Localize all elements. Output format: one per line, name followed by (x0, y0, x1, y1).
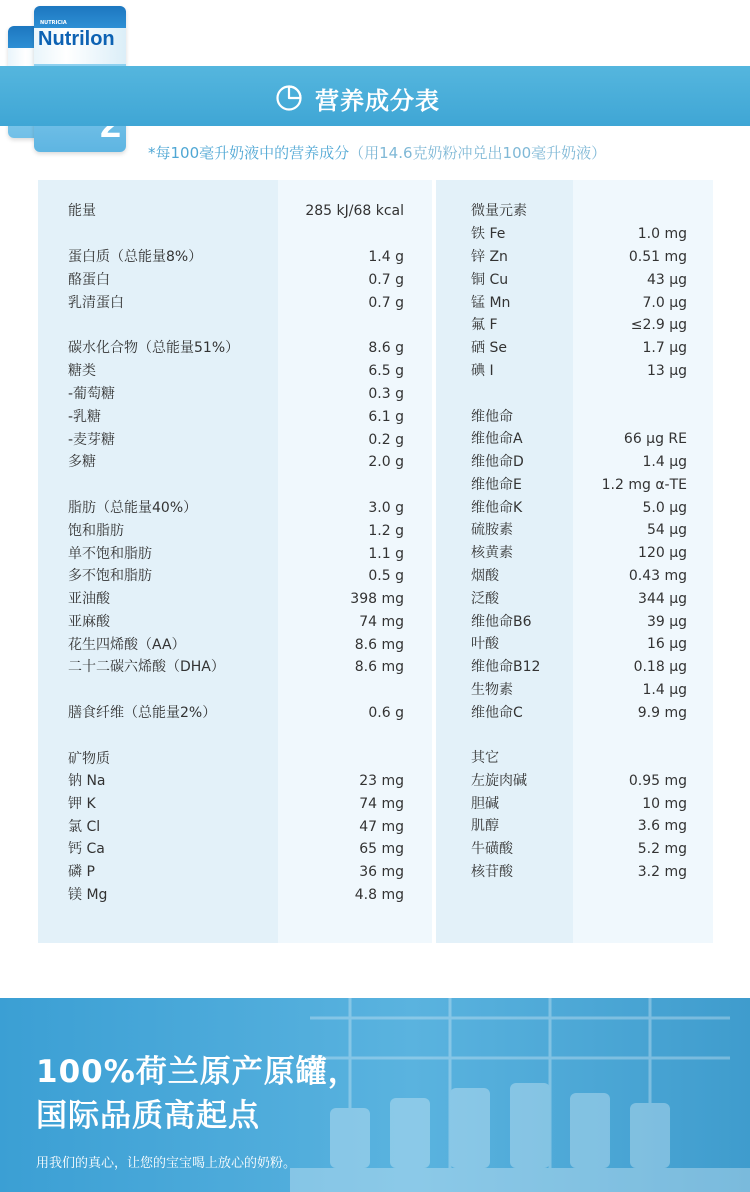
nutrient-label: 维他命E (471, 477, 522, 493)
nutrient-label: 铜 Cu (471, 272, 509, 288)
nutrient-label: 维他命C (471, 705, 523, 721)
nutrient-label: 蛋白质（总能量8%） (68, 249, 203, 265)
brand-logo: Nutrilon (38, 28, 115, 50)
nutrient-value: 8.6 g (368, 340, 404, 356)
nutrition-table-right (436, 180, 713, 943)
nutrient-row (38, 634, 432, 656)
nutrient-label: -麦芽糖 (68, 432, 116, 448)
nutrient-label: 亚麻酸 (68, 614, 110, 630)
nutrient-label: 硒 Se (471, 340, 507, 356)
nutrient-value: 74 mg (359, 614, 404, 630)
nutrient-row (436, 360, 713, 382)
nutrient-row (436, 611, 713, 633)
nutrient-label: 多糖 (68, 454, 96, 470)
nutrient-label: 钠 Na (68, 773, 106, 789)
nutrient-value: 1.4 g (368, 249, 404, 265)
nutrient-row (38, 656, 432, 678)
nutrient-value: 0.7 g (368, 272, 404, 288)
nutrient-label: 肌醇 (471, 818, 499, 834)
nutrient-row (436, 542, 713, 564)
nutrient-label: 牛磺酸 (471, 841, 513, 857)
nutrient-row (38, 429, 432, 451)
nutrient-row (436, 565, 713, 587)
nutrient-label: 二十二碳六烯酸（DHA） (68, 659, 225, 675)
nutrient-value: 7.0 μg (642, 295, 687, 311)
nutrient-row (436, 519, 713, 541)
nutrient-value: 0.43 mg (628, 568, 687, 584)
nutrient-label: 碳水化合物（总能量51%） (68, 340, 240, 356)
nutrient-label: 生物素 (471, 682, 513, 698)
nutrient-row (38, 520, 432, 542)
nutrient-value: 0.7 g (368, 295, 404, 311)
nutrient-value: 5.0 μg (642, 500, 687, 516)
nutrient-row (436, 747, 713, 769)
nutrient-row (436, 838, 713, 860)
nutrient-label: 糖类 (68, 363, 96, 379)
nutrient-label: 锰 Mn (471, 295, 511, 311)
nutrient-label: 维他命B12 (471, 659, 541, 675)
nutrient-label: 维他命B6 (471, 614, 532, 630)
nutrient-value: 74 mg (359, 796, 404, 812)
nutrient-value: 1.0 mg (637, 226, 687, 242)
nutrient-label: 钾 K (68, 796, 96, 812)
nutrient-value: 285 kJ/68 kcal (305, 203, 404, 219)
nutrient-row (38, 246, 432, 268)
nutrient-label: 氯 Cl (68, 819, 101, 835)
nutrient-value: 1.4 μg (642, 682, 687, 698)
banner-headline-1: 100%荷兰原产原罐， (36, 1054, 360, 1090)
nutrient-value: 10 mg (642, 796, 687, 812)
nutrient-value: 1.2 g (368, 523, 404, 539)
nutrient-row (436, 474, 713, 496)
nutrient-value: 16 μg (646, 636, 687, 652)
nutrient-row (38, 451, 432, 473)
nutrient-value: 54 μg (646, 522, 687, 538)
nutrient-row (436, 815, 713, 837)
nutrient-label: 硫胺素 (471, 522, 513, 538)
nutrient-value: 0.51 mg (628, 249, 687, 265)
nutrient-row (38, 360, 432, 382)
nutrient-row (436, 656, 713, 678)
nutrient-value: 66 μg RE (623, 431, 687, 447)
nutrient-value: 47 mg (359, 819, 404, 835)
nutrient-label: 酪蛋白 (68, 272, 110, 288)
nutrient-row (436, 406, 713, 428)
nutrition-table-left (38, 180, 432, 943)
nutrient-value: 0.6 g (368, 705, 404, 721)
nutrient-value: ≤2.9 μg (630, 317, 687, 333)
nutrient-row (38, 383, 432, 405)
nutrient-row (38, 292, 432, 314)
nutrient-label: 铁 Fe (471, 226, 506, 242)
nutrient-label: -葡萄糖 (68, 386, 116, 402)
nutrient-value: 5.2 mg (637, 841, 687, 857)
nutrient-value: 120 μg (638, 545, 687, 561)
nutrient-row (436, 793, 713, 815)
nutrient-value: 3.6 mg (637, 818, 687, 834)
nutrient-row (436, 314, 713, 336)
nutrient-value: 23 mg (359, 773, 404, 789)
nutrient-row (436, 451, 713, 473)
nutrient-value: 6.5 g (368, 363, 404, 379)
nutrient-row (436, 223, 713, 245)
nutrient-row (38, 565, 432, 587)
nutrient-value: 3.0 g (368, 500, 404, 516)
nutrient-row (436, 679, 713, 701)
nutrient-row (436, 770, 713, 792)
nutrient-value: 2.0 g (368, 454, 404, 470)
nutrient-row (436, 861, 713, 883)
nutrient-label: 多不饱和脂肪 (68, 568, 152, 584)
nutrient-row (436, 292, 713, 314)
nutrient-row (436, 269, 713, 291)
section-title (275, 82, 440, 114)
nutrient-label: 亚油酸 (68, 591, 110, 607)
nutrient-label: 镁 Mg (68, 887, 108, 903)
nutrient-row (38, 497, 432, 519)
nutrient-row (38, 861, 432, 883)
nutrient-value: 3.2 mg (637, 864, 687, 880)
nutrient-label: 碘 I (471, 363, 494, 379)
nutrient-value: 1.7 μg (642, 340, 687, 356)
banner-headline-2: 国际品质高起点 (36, 1098, 260, 1134)
nutrient-label: 磷 P (68, 864, 95, 880)
nutrient-row (436, 702, 713, 724)
nutrient-value: 0.3 g (368, 386, 404, 402)
nutrient-row (38, 884, 432, 906)
nutrient-value: 43 μg (646, 272, 687, 288)
nutrient-row (436, 633, 713, 655)
nutrient-label: 左旋肉碱 (471, 773, 527, 789)
nutrient-label: 胆碱 (471, 796, 499, 812)
nutrient-value: 8.6 mg (354, 659, 404, 675)
nutrient-label: 维他命 (471, 409, 513, 425)
nutrient-label: -乳糖 (68, 409, 102, 425)
nutrient-label: 叶酸 (471, 636, 499, 652)
nutrient-row (38, 816, 432, 838)
table-subtitle (148, 142, 606, 163)
nutrient-label: 能量 (68, 203, 96, 219)
nutrient-value: 344 μg (638, 591, 687, 607)
nutrient-value: 13 μg (646, 363, 687, 379)
nutrient-label: 泛酸 (471, 591, 499, 607)
nutrient-value: 4.8 mg (354, 887, 404, 903)
nutrient-label: 钙 Ca (68, 841, 105, 857)
nutrient-label: 矿物质 (68, 751, 110, 767)
nutrient-label: 饱和脂肪 (68, 523, 124, 539)
factory-background-image (290, 998, 750, 1192)
nutrient-row (38, 588, 432, 610)
nutrient-value: 0.95 mg (628, 773, 687, 789)
nutrient-row (38, 702, 432, 724)
nutrient-row (38, 543, 432, 565)
nutrient-value: 1.1 g (368, 546, 404, 562)
nutrient-row (436, 337, 713, 359)
nutrient-row (38, 838, 432, 860)
nutrient-label: 核苷酸 (471, 864, 513, 880)
nutrient-value: 6.1 g (368, 409, 404, 425)
nutrient-row (38, 200, 432, 222)
nutrient-label: 花生四烯酸（AA） (68, 637, 186, 653)
nutrient-value: 36 mg (359, 864, 404, 880)
subtitle-note: （用14.6克奶粉冲兑出100毫升奶液） (349, 144, 607, 162)
nutrient-label: 乳清蛋白 (68, 295, 124, 311)
nutrient-row (436, 497, 713, 519)
banner-tagline: 用我们的真心，让您的宝宝喝上放心的奶粉。 (36, 1156, 297, 1171)
nutrient-label: 维他命K (471, 500, 523, 516)
nutrient-label: 微量元素 (471, 203, 527, 219)
nutrient-row (436, 200, 713, 222)
nutrient-row (436, 428, 713, 450)
nutrient-value: 1.2 mg α-TE (601, 477, 687, 493)
nutrient-value: 8.6 mg (354, 637, 404, 653)
nutrient-row (38, 611, 432, 633)
nutrient-value: 1.4 μg (642, 454, 687, 470)
nutrient-label: 氟 F (471, 317, 498, 333)
nutrient-value: 0.2 g (368, 432, 404, 448)
nutrient-value: 65 mg (359, 841, 404, 857)
nutrient-value: 39 μg (646, 614, 687, 630)
pie-chart-icon (275, 84, 303, 112)
nutrient-label: 核黄素 (471, 545, 513, 561)
nutrient-label: 锌 Zn (471, 249, 508, 265)
nutrient-row (38, 406, 432, 428)
nutrient-row (436, 246, 713, 268)
nutrient-label: 烟酸 (471, 568, 499, 584)
nutrient-value: 0.5 g (368, 568, 404, 584)
nutrient-row (38, 269, 432, 291)
nutrient-row (38, 793, 432, 815)
nutrient-value: 398 mg (350, 591, 404, 607)
maker-logo: NUTRICIA (40, 20, 67, 26)
nutrient-value: 0.18 μg (633, 659, 687, 675)
nutrient-row (436, 588, 713, 610)
subtitle-main: *每100毫升奶液中的营养成分 (148, 144, 350, 162)
nutrient-label: 维他命A (471, 431, 523, 447)
nutrient-value: 9.9 mg (637, 705, 687, 721)
nutrient-label: 其它 (471, 750, 499, 766)
nutrient-label: 维他命D (471, 454, 524, 470)
nutrient-row (38, 770, 432, 792)
nutrient-label: 膳食纤维（总能量2%） (68, 705, 217, 721)
nutrient-label: 单不饱和脂肪 (68, 546, 152, 562)
section-title-text: 营养成分表 (315, 86, 440, 115)
nutrient-row (38, 337, 432, 359)
nutrient-row (38, 748, 432, 770)
nutrient-label: 脂肪（总能量40%） (68, 500, 198, 516)
